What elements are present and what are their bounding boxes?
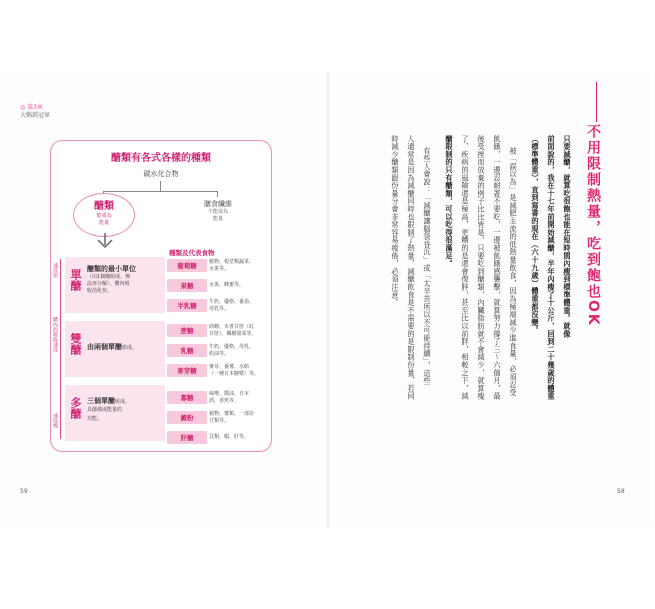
body-column: 只要減醣，就算吃很飽也能在短時間內瘦到標準體重。就像: [563, 135, 572, 338]
chart-title: 醣類有各式各樣的種類: [111, 153, 211, 164]
body-column: 前面說的，我在十七年前開始減醣，半年內瘦了十公斤，回到二十幾歲的體重: [547, 135, 556, 401]
column-header: 種類及代表食物: [169, 249, 215, 257]
group-description-bold: 由兩個單醣: [87, 343, 122, 351]
food-examples: 牛奶、優格、番茄、 母乳等。: [209, 299, 255, 312]
body-column: （標準體重），直到寫書的現在（六十九歲）體重都沒變。: [531, 135, 540, 335]
group-description-bold: 醣類的最小單位: [87, 265, 136, 273]
body-column: 有些人會說：「減醣讓腦袋昏沉」或「太辛苦所以不可能持續」，這些: [423, 147, 432, 386]
body-column: 時減少醣類跟份量分會非常容易疲倦，必須注意。: [391, 135, 400, 307]
group-description-bold: 三個單醣: [87, 397, 115, 405]
group-name: 單醣: [69, 269, 82, 291]
body-column: 飢餓，一邊忍耐著不要吃，一邊被飢餓感襲擊，就算努力撐了三～六個月，最: [493, 135, 502, 401]
sugar-tag: 蔗糖: [167, 324, 207, 337]
group-description: [87, 265, 163, 295]
food-examples: 穀物、根莖類蔬菜、 水果等。: [209, 259, 255, 272]
food-examples: 水果、蜂蜜等。: [209, 282, 245, 288]
food-examples: 砂糖、未書甘蔗（紅 甘蔗）、楓樹甜菜等。: [209, 324, 257, 337]
sugar-tag: 肝醣: [167, 431, 207, 444]
chapter-label: ◎ 第3章: [20, 104, 43, 111]
food-examples: 貝類、蝦、肝等。: [209, 434, 250, 440]
section-title: 不用限制熱量，吃到飽也OK: [585, 124, 601, 327]
body-column: 被「誤以為」是減肥主流的低熱量飲食，因為極端減少進食量，必須忍受: [509, 147, 518, 397]
group-name: 雙醣: [69, 333, 82, 355]
group-name: 多醣: [69, 397, 82, 419]
sugar-tag: 果糖: [167, 279, 207, 292]
body-column: 後受挫而放棄的例子比比皆是，只要吃到醣類，內臟脂肪就不會減少，就算瘦: [477, 135, 486, 401]
sugar-note: 能成為 能量: [96, 213, 112, 226]
page-number-right: 58: [617, 488, 625, 495]
food-examples: 牛奶、優格、母乳、 奶油等。: [209, 344, 255, 357]
running-header: 大暢銷冠軍: [20, 112, 51, 119]
page-number-left: 59: [20, 488, 28, 495]
tree-line: [160, 181, 161, 191]
group-description-text: （由1個醣組成，無 法再分解），體內吸 收消化快。: [87, 274, 131, 294]
axis-fast-label: 速度快: [52, 263, 58, 278]
speed-axis-line: [60, 259, 61, 439]
body-column: 醣限制的只有醣類，可以吃得很滿足。: [445, 135, 454, 268]
tree-line: [103, 191, 218, 192]
carbohydrate-label: 碳水化合物: [143, 170, 179, 178]
sugar-tag: 乳糖: [167, 344, 207, 357]
group-description-text: 組成， 具儲備或能量的 功能。: [87, 399, 131, 422]
book-gutter: [327, 72, 329, 527]
sugar-tag: 葡萄糖: [167, 259, 207, 272]
title-accent-line: [596, 82, 597, 122]
fiber-label: 膳食纖維: [204, 200, 232, 208]
sugar-label: 醣類: [94, 201, 114, 212]
body-column: 人通常是因為減醣同時也限制了熱量，減醣飲食是不需要的是限制份量，若同: [407, 135, 416, 401]
food-examples: 穀物、薯類、一部份 豆類等。: [209, 411, 255, 424]
sugar-tag: 澱粉: [167, 411, 207, 424]
food-examples: 味噌、醬油、日本 酒、香蕉等。: [209, 391, 250, 404]
sugar-tag: 半乳糖: [167, 299, 207, 312]
sugar-types-chart: [50, 140, 272, 452]
group-description: [87, 343, 163, 352]
group-description: [87, 397, 163, 423]
sugar-tag: 寡糖: [167, 391, 207, 404]
axis-slow-label: 速度慢: [52, 413, 58, 428]
body-column: 了，疾病的風險還是極高，更糟的是還會復胖，甚至比以前胖，相較之下，減: [461, 135, 470, 401]
down-arrow-icon: [95, 233, 115, 253]
fiber-note: 不能成為 能量: [207, 209, 228, 222]
tree-line: [217, 191, 218, 197]
axis-middle-label: 體內的吸收速度: [52, 317, 58, 352]
food-examples: 麥芽、番薯、水飴 （一種日本糖漿）等。: [209, 364, 260, 377]
sugar-tag: 麥芽糖: [167, 364, 207, 377]
group-description-text: 組成。: [122, 345, 138, 351]
